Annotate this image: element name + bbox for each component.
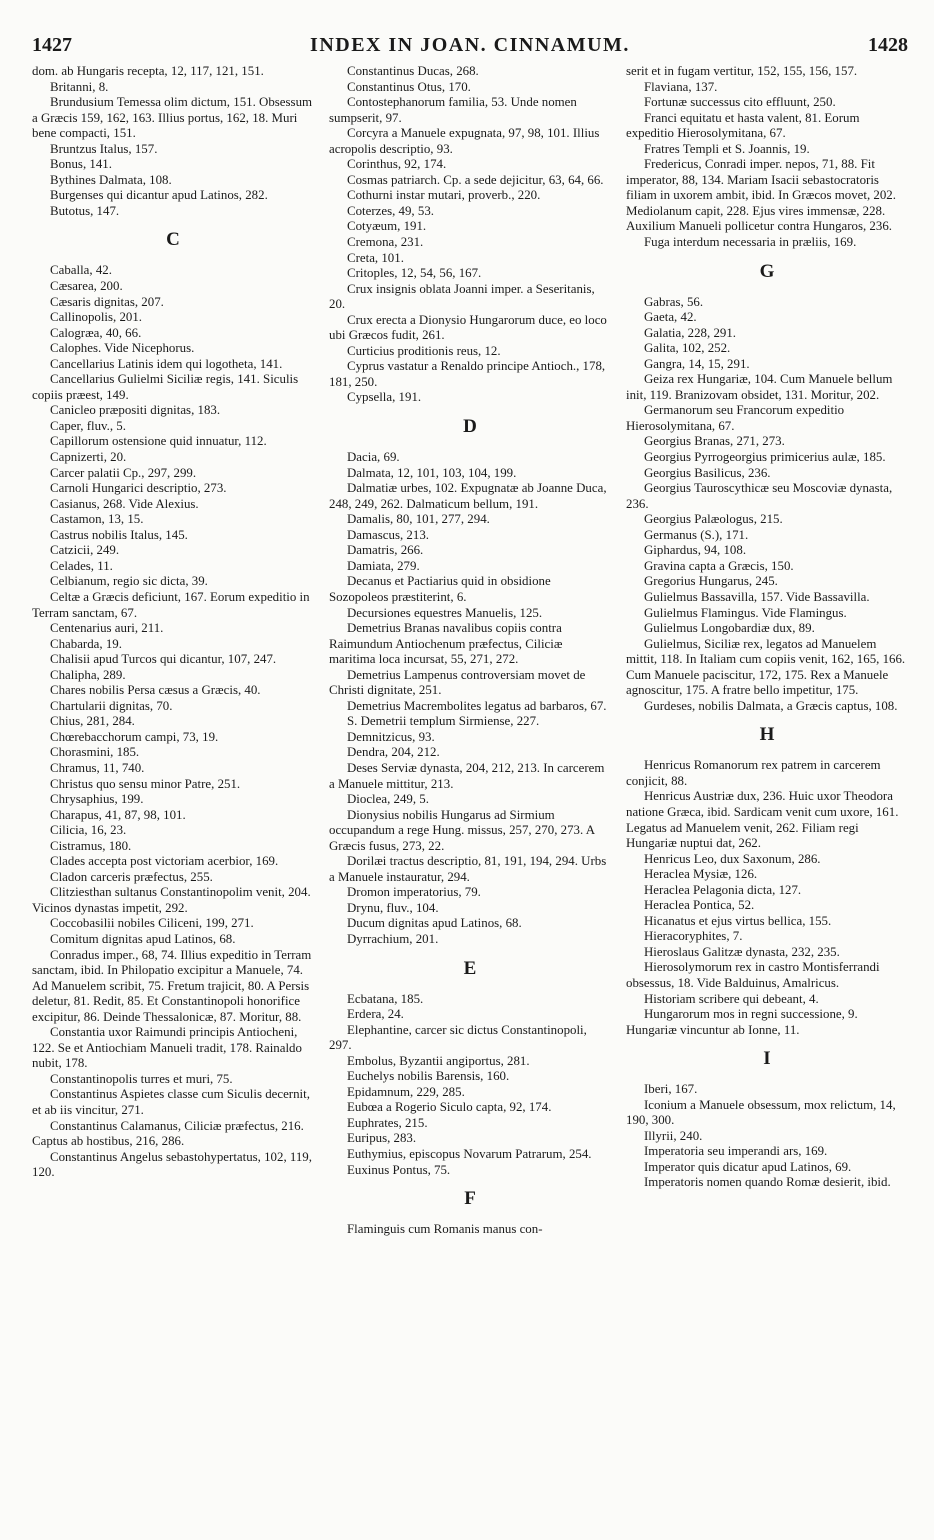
index-entry: Dromon imperatorius, 79. (347, 885, 481, 900)
index-entry: Dalmata, 12, 101, 103, 104, 199. (347, 465, 517, 480)
index-entry: Calophes. Vide Nicephorus. (50, 341, 195, 356)
index-entry: Crux erecta a Dionysio Hungarorum duce, eo loco ubi Græcos fudit, 261. (329, 312, 607, 343)
index-entry: Constantinus Aspietes classe cum Siculis decernit, et ab iis vincitur, 271. (32, 1087, 310, 1117)
index-entry: Brundusium Temessa olim dictum, 151. Obsessum a Græcis 159, 162, 163. Illius portus, 162, 18. Muri bene compacti, 151. (32, 95, 313, 141)
index-entry: Coccobasilii nobiles Ciliceni, 199, 271. (50, 916, 254, 931)
index-entry: Dioclea, 249, 5. (347, 792, 429, 807)
index-entry: Dionysius nobilis Hungarus ad Sirmium occupandum a rege Hung. missus, 257, 270, 273. A Græcis fusus, 273, 22. (329, 807, 595, 853)
index-entry: Epidamnum, 229, 285. (347, 1084, 465, 1099)
index-entry: Flaminguis cum Romanis manus con- (347, 1222, 543, 1237)
index-entry: Coterzes, 49, 53. (347, 203, 434, 218)
index-entry: Centenarius auri, 211. (50, 621, 164, 636)
index-entry: S. Demetrii templum Sirmiense, 227. (347, 714, 540, 729)
index-entry: Cancellarius Latinis idem qui logotheta, 141. (50, 356, 283, 371)
index-entry: Cladon carceris præfectus, 255. (50, 869, 213, 884)
index-entry: Gangra, 14, 15, 291. (644, 356, 750, 371)
index-column-1 (32, 64, 314, 1238)
index-entry: Constantinus Calamanus, Ciliciæ præfectus, 216. Captus ab hostibus, 216, 286. (32, 1118, 304, 1149)
index-entry: Euphrates, 215. (347, 1115, 428, 1130)
index-entry: Demetrius Branas navalibus copiis contra Raimundum Antiochenum præfectus, Ciliciæ maritima loca incursat, 55, 271, 272. (329, 621, 563, 667)
index-entry: Elephantine, carcer sic dictus Constantinopoli, 297. (329, 1022, 587, 1053)
index-entry: Hungarorum mos in regni successione, 9. Hungariæ vincuntur ab Ionne, 11. (626, 1007, 858, 1037)
index-entry: Germanorum seu Francorum expeditio Hierosolymitana, 67. (626, 403, 845, 433)
index-entry: Henricus Leo, dux Saxonum, 286. (644, 851, 821, 866)
index-entry: Germanus (S.), 171. (644, 527, 749, 542)
index-entry: Damatris, 266. (347, 543, 424, 558)
index-entry: Gregorius Hungarus, 245. (644, 574, 778, 589)
index-entry: Demetrius Macrembolites legatus ad barbaros, 67. (347, 698, 607, 713)
index-entry: Dalmatiæ urbes, 102. Expugnatæ ab Joanne Duca, 248, 249, 262. Dalmaticum bellum, 191. (329, 481, 607, 511)
index-entry: Caballa, 42. (50, 263, 112, 278)
index-entry: Corinthus, 92, 174. (347, 157, 447, 172)
index-entry: Charapus, 41, 87, 98, 101. (50, 807, 186, 822)
index-entry: Comitum dignitas apud Latinos, 68. (50, 931, 236, 946)
index-entry: Heraclea Mysiæ, 126. (644, 867, 758, 882)
index-entry: Galatia, 228, 291. (644, 325, 737, 340)
index-entry: Decursiones equestres Manuelis, 125. (347, 605, 543, 620)
index-entry: Constantinus Otus, 170. (347, 79, 471, 94)
index-entry: Galita, 102, 252. (644, 341, 731, 356)
running-title: INDEX IN JOAN. CINNAMUM. (310, 34, 630, 56)
index-entry: Georgius Tauroscythicæ seu Moscoviæ dynasta, 236. (626, 481, 893, 511)
index-entry: Gravina capta a Græcis, 150. (644, 558, 794, 573)
index-entry: Franci equitatu et hasta valent, 81. Eorum expeditio Hierosolymitana, 67. (626, 110, 860, 141)
index-entry: Euripus, 283. (347, 1131, 417, 1146)
index-entry: Demetrius Lampenus controversiam movet de Christi dignitate, 251. (329, 667, 586, 698)
index-entry: Giphardus, 94, 108. (644, 543, 747, 558)
section-letter: E (463, 957, 477, 979)
index-entry: Chares nobilis Persa cæsus a Græcis, 40. (50, 683, 261, 698)
index-entry: Contostephanorum familia, 53. Unde nomen sumpserit, 97. (329, 95, 577, 125)
index-entry: Imperator quis dicatur apud Latinos, 69. (644, 1159, 852, 1174)
index-entry: Gurdeses, nobilis Dalmata, a Græcis captus, 108. (644, 698, 898, 713)
index-entry: Iconium a Manuele obsessum, mox relictum, 14, 190, 300. (626, 1097, 896, 1128)
index-entry: Chramus, 11, 740. (50, 760, 145, 775)
index-entry: Clitziesthan sultanus Constantinopolim venit, 204. Vicinos dynastas impetit, 292. (32, 885, 311, 915)
index-entry: Capnizerti, 20. (50, 450, 127, 465)
index-entry: Gulielmus Longobardiæ dux, 89. (644, 621, 815, 636)
index-entry: Butotus, 147. (50, 203, 120, 218)
index-entry: Gulielmus Flamingus. Vide Flamingus. (644, 605, 847, 620)
index-entry: Heraclea Pelagonia dicta, 127. (644, 882, 802, 897)
index-entry: Ecbatana, 185. (347, 991, 424, 1006)
index-entry: Constantinus Angelus sebastohypertatus, 102, 119, 120. (32, 1149, 312, 1180)
index-entry: Euthymius, episcopus Novarum Patrarum, 254. (347, 1147, 592, 1161)
index-entry: Eubœa a Rogerio Siculo capta, 92, 174. (347, 1100, 552, 1115)
section-letter: G (759, 260, 775, 282)
index-entry: Britanni, 8. (50, 79, 109, 94)
index-entry: Calogræa, 40, 66. (50, 325, 142, 340)
left-page-number: 1427 (32, 34, 72, 56)
index-entry: Caper, fluv., 5. (50, 418, 126, 433)
index-entry: Curticius proditionis reus, 12. (347, 343, 501, 358)
index-entry: Deses Serviæ dynasta, 204, 212, 213. In carcerem a Manuele mittitur, 213. (329, 760, 605, 791)
index-column-3 (626, 64, 908, 1238)
index-entry: Cosmas patriarch. Cp. a sede dejicitur, 63, 64, 66. (347, 172, 604, 187)
index-entry: Hierosolymorum rex in castro Montisferrandi obsessus, 18. Vide Balduinus, Amalricus. (626, 960, 880, 990)
index-entry: Dorilæi tractus descriptio, 81, 191, 194, 294. Urbs a Manuele instauratur, 294. (329, 854, 607, 884)
index-entry: Cilicia, 16, 23. (50, 823, 127, 838)
index-entry: Burgenses qui dicantur apud Latinos, 282. (50, 188, 268, 203)
section-letter: F (464, 1188, 476, 1210)
index-entry: Dyrrachium, 201. (347, 931, 439, 946)
section-letter: D (463, 416, 477, 438)
index-entry: Fortunæ successus cito effluunt, 250. (644, 95, 836, 110)
index-entry: Damiata, 279. (347, 558, 420, 573)
index-entry: Cæsaris dignitas, 207. (50, 294, 164, 309)
index-entry: Euchelys nobilis Barensis, 160. (347, 1069, 510, 1084)
index-entry: Corcyra a Manuele expugnata, 97, 98, 101. Illius acropolis descriptio, 93. (329, 126, 600, 156)
index-entry: Castamon, 13, 15. (50, 512, 144, 527)
index-entry: Henricus Austriæ dux, 236. Huic uxor Theodora natione Græca, ibid. Sardicam venit cum uxore, 161. Legatus ad Manuelem venit, 262. Filiam regi Hungariæ nuptui dat, 262. (626, 789, 899, 851)
index-entry: Fredericus, Conradi imper. nepos, 71, 88. Fit imperator, 88, 134. Mariam Isacii sebastocratoris filiam in uxorem ambit, ibid. In Græcos movet, 202. Mediolanum capit, 228. Ejus vires immensæ, 228. Auxilium Manueli pollicetur contra Hungaros, 236. (626, 157, 896, 234)
index-entry: Chœrebacchorum campi, 73, 19. (50, 729, 219, 744)
section-letter: H (759, 724, 775, 746)
index-entry: Conradus imper., 68, 74. Illius expeditio in Terram sanctam, ibid. In Philopatio excipitur a Manuele, 74. Ad Manuelem scribit, 75. Fretum trajicit, 80. A Persis deletur, 81. Redit, 85. Et Constantinopoli honorifice excipitur, 86. Deinde Thessalonicæ, 87. Moritur, 88. (32, 947, 312, 1024)
index-entry: Illyrii, 240. (644, 1128, 703, 1143)
index-entry: Hieracoryphites, 7. (644, 929, 743, 944)
index-entry: Clades accepta post victoriam acerbior, 169. (50, 854, 279, 869)
index-entry: Constantia uxor Raimundi principis Antiocheni, 122. Se et Antiochiam Manueli tradit, 178. Rainaldo nubit, 178. (32, 1025, 302, 1071)
index-entry: Creta, 101. (347, 250, 404, 265)
index-entry: Casianus, 268. Vide Alexius. (50, 496, 199, 511)
index-entry: Cæsarea, 200. (50, 279, 123, 294)
index-entry: Chius, 281, 284. (50, 714, 135, 729)
index-entry: Hieroslaus Galitzæ dynasta, 232, 235. (644, 944, 840, 959)
section-letter: C (166, 229, 180, 251)
index-entry: Decanus et Pactiarius quid in obsidione Sozopoleos præstiterint, 6. (329, 574, 551, 604)
index-entry: Cypsella, 191. (347, 390, 422, 405)
index-entry: serit et in fugam vertitur, 152, 155, 156, 157. (626, 64, 858, 78)
index-entry: Chabarda, 19. (50, 636, 122, 651)
index-entry: Carnoli Hungarici descriptio, 273. (50, 481, 227, 496)
page-header (32, 34, 908, 64)
index-entry: Crux insignis oblata Joanni imper. a Seseritanis, 20. (329, 281, 595, 312)
index-entry: Gaeta, 42. (644, 310, 697, 325)
index-entry: Georgius Branas, 271, 273. (644, 434, 785, 449)
index-entry: Gabras, 56. (644, 294, 704, 309)
index-entry: Gulielmus, Siciliæ rex, legatos ad Manuelem mittit, 118. In Italiam cum copiis venit, 162, 165, 166. Cum Manuele paciscitur, 172, 175. Rex a Manuele agnoscitur, 175. A fratre bello impetitur, 175. (626, 636, 906, 698)
index-entry: Fuga interdum necessaria in præliis, 169. (644, 235, 857, 250)
index-entry: Chartularii dignitas, 70. (50, 698, 173, 713)
index-entry: Castrus nobilis Italus, 145. (50, 527, 188, 542)
index-entry: Chorasmini, 185. (50, 745, 140, 760)
index-entry: Hicanatus et ejus virtus bellica, 155. (644, 913, 832, 928)
index-entry: Imperatoris nomen quando Romæ desierit, ibid. (644, 1175, 891, 1190)
index-entry: Euxinus Pontus, 75. (347, 1162, 451, 1177)
index-entry: Catzicii, 249. (50, 543, 120, 558)
index-entry: Celades, 11. (50, 558, 113, 573)
index-entry: Carcer palatii Cp., 297, 299. (50, 465, 197, 480)
right-page-number: 1428 (867, 34, 908, 56)
index-entry: Constantinus Ducas, 268. (347, 64, 479, 78)
index-entry: Embolus, Byzantii angiportus, 281. (347, 1053, 530, 1068)
index-entry: Cotyæum, 191. (347, 219, 427, 234)
index-columns (32, 64, 908, 1238)
index-entry: Henricus Romanorum rex patrem in carcerem conjicit, 88. (626, 758, 881, 788)
index-entry: Demnitzicus, 93. (347, 729, 435, 744)
index-entry: Cyprus vastatur a Renaldo principe Antioch., 178, 181, 250. (329, 359, 606, 389)
index-entry: Cremona, 231. (347, 235, 424, 250)
index-entry: Georgius Pyrrogeorgius primicerius aulæ, 185. (644, 450, 886, 465)
index-column-2 (329, 64, 611, 1238)
index-entry: Ducum dignitas apud Latinos, 68. (347, 916, 522, 931)
index-entry: Canicleo præpositi dignitas, 183. (50, 403, 221, 418)
index-entry: Cistramus, 180. (50, 838, 132, 853)
index-entry: Damalis, 80, 101, 277, 294. (347, 512, 490, 527)
index-entry: Cancellarius Gulielmi Siciliæ regis, 141. Siculis copiis præest, 149. (32, 372, 299, 402)
index-entry: Dendra, 204, 212. (347, 745, 440, 760)
index-entry: Imperatoria seu imperandi ars, 169. (644, 1144, 828, 1159)
index-entry: Geiza rex Hungariæ, 104. Cum Manuele bellum init, 119. Branizovam obsidet, 131. Moritur, 202. (626, 372, 893, 402)
index-entry: Cothurni instar mutari, proverb., 220. (347, 188, 541, 203)
index-entry: Damascus, 213. (347, 527, 429, 542)
index-entry: Critoples, 12, 54, 56, 167. (347, 266, 482, 281)
index-entry: Flaviana, 137. (644, 79, 718, 94)
index-entry: Celtæ a Græcis deficiunt, 167. Eorum expeditio in Terram sanctam, 67. (32, 589, 310, 620)
index-entry: Dacia, 69. (347, 450, 400, 465)
index-entry: Drynu, fluv., 104. (347, 900, 439, 915)
index-entry: Historiam scribere qui debeant, 4. (644, 991, 819, 1006)
section-letter: I (763, 1048, 771, 1070)
index-entry: dom. ab Hungaris recepta, 12, 117, 121, 151. (32, 64, 264, 78)
index-entry: Bruntzus Italus, 157. (50, 141, 158, 156)
index-entry: Callinopolis, 201. (50, 310, 143, 325)
index-entry: Heraclea Pontica, 52. (644, 898, 755, 913)
index-entry: Celbianum, regio sic dicta, 39. (50, 574, 208, 589)
index-entry: Bonus, 141. (50, 157, 112, 172)
index-entry: Bythines Dalmata, 108. (50, 172, 172, 187)
index-entry: Chalipha, 289. (50, 667, 126, 682)
index-entry: Capillorum ostensione quid innuatur, 112. (50, 434, 267, 449)
index-entry: Chalisii apud Turcos qui dicantur, 107, 247. (50, 652, 277, 667)
index-entry: Christus quo sensu minor Patre, 251. (50, 776, 241, 791)
index-entry: Chrysaphius, 199. (50, 792, 144, 807)
index-entry: Gulielmus Bassavilla, 157. Vide Bassavilla. (644, 589, 870, 604)
index-entry: Fratres Templi et S. Joannis, 19. (644, 141, 810, 156)
index-entry: Georgius Palæologus, 215. (644, 512, 783, 527)
index-entry: Constantinopolis turres et muri, 75. (50, 1071, 233, 1086)
index-entry: Iberi, 167. (644, 1082, 698, 1097)
index-entry: Georgius Basilicus, 236. (644, 465, 771, 480)
index-entry: Erdera, 24. (347, 1007, 404, 1022)
